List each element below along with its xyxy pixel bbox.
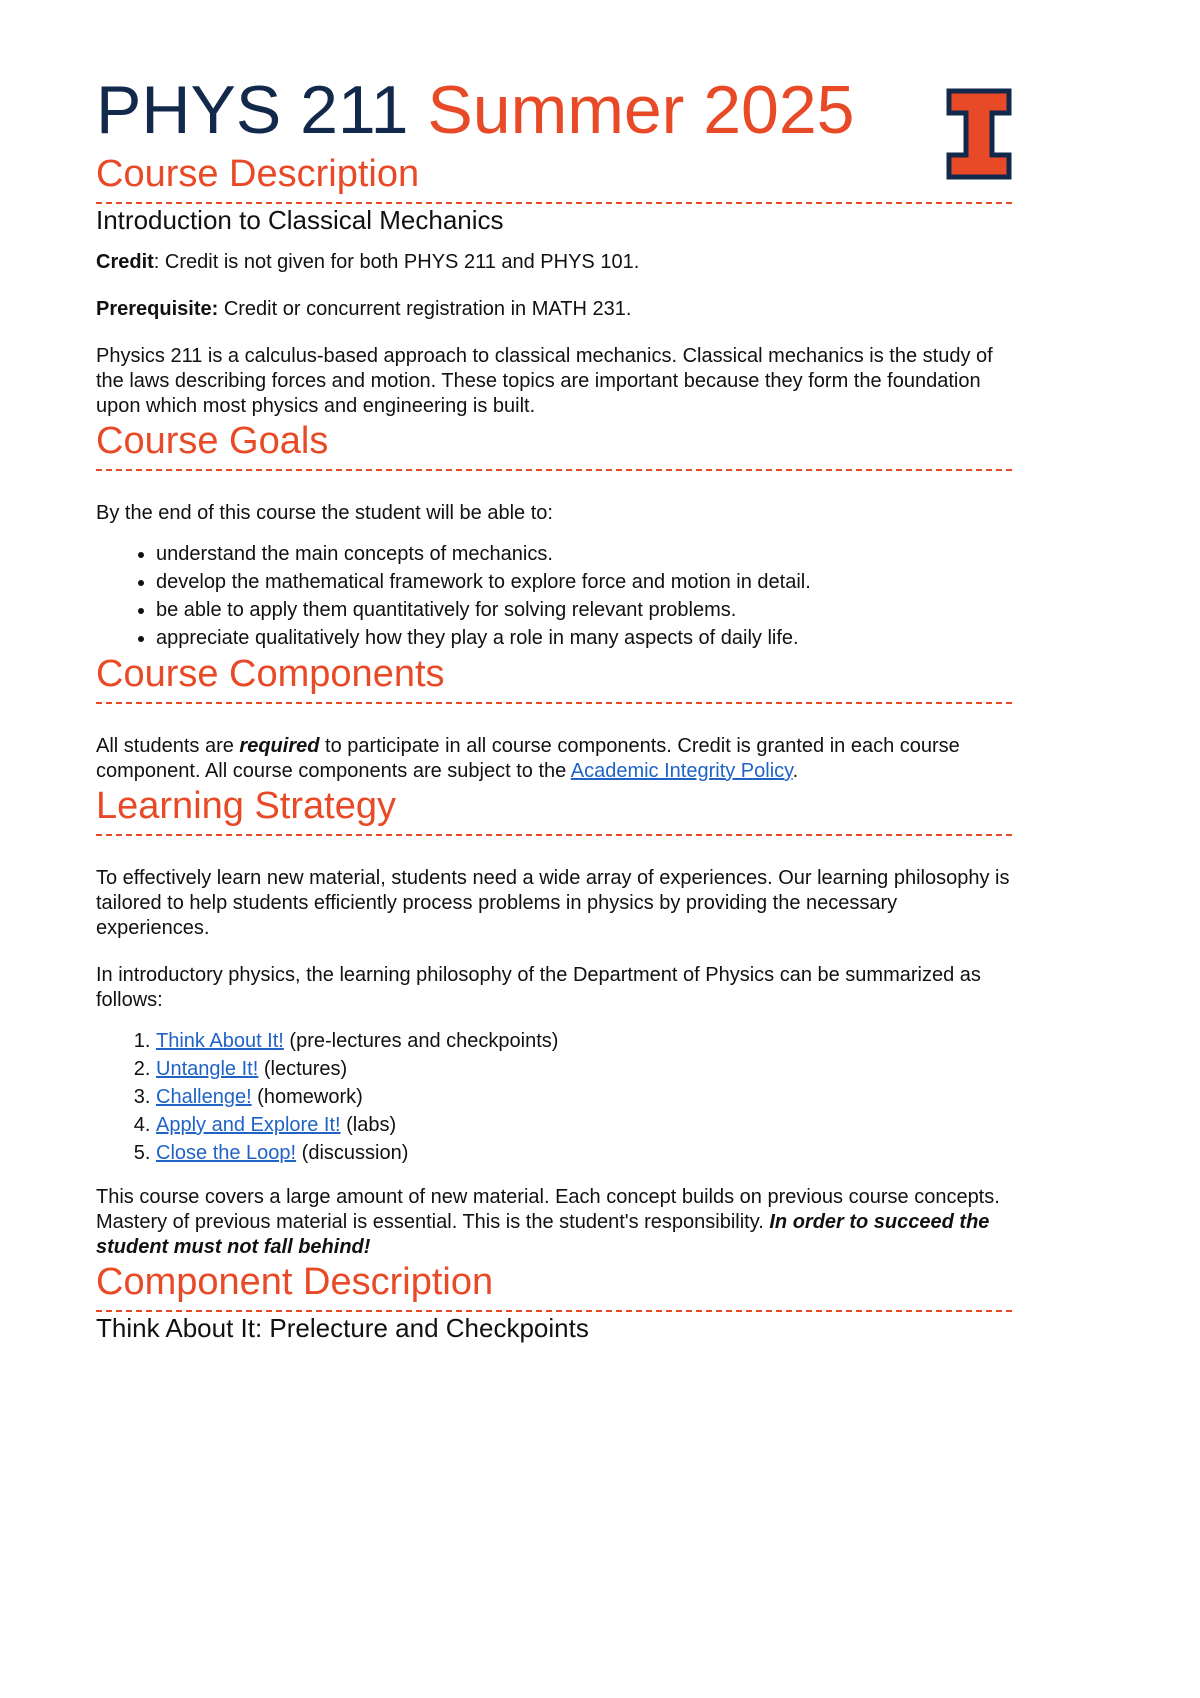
list-item: • develop the mathematical framework to explore force and motion in detail. — [156, 568, 1012, 596]
page-title — [96, 70, 1012, 150]
course-term: Summer 2025 — [427, 72, 855, 148]
list-item-note: (pre-lectures and checkpoints) — [283, 1030, 559, 1052]
untangle-it-link[interactable]: Untangle It! — [156, 1058, 259, 1080]
list-item — [156, 1139, 1012, 1167]
academic-integrity-policy-link[interactable]: Academic Integrity Policy — [570, 760, 793, 782]
list-item: • appreciate qualitatively how they play a role in many aspects of daily life. — [156, 624, 1012, 652]
components-text: to participate in all course components. Credit is granted in each course component. All course components are subject to the — [96, 735, 960, 782]
credit-line — [96, 250, 1012, 275]
strategy-paragraph-2: In introductory physics, the learning philosophy of the Department of Physics can be summarized as follows: — [96, 964, 981, 1011]
block-i-logo-icon — [946, 88, 1012, 180]
section-heading-course-goals: Course Goals — [96, 419, 1012, 471]
prerequisite-label: Prerequisite: — [96, 298, 219, 320]
section-heading-component-description: Component Description — [96, 1260, 1012, 1312]
course-description-body: Physics 211 is a calculus-based approach to classical mechanics. Classical mechanics is the study of the laws describing forces and motion. These topics are important because they form the foundation upon which most physics and engineering is built. — [96, 345, 993, 417]
syllabus-page — [96, 70, 1012, 1344]
list-item — [156, 1083, 1012, 1111]
course-subtitle: Introduction to Classical Mechanics — [96, 205, 504, 235]
prerequisite-text: Credit or concurrent registration in MATH 231. — [218, 298, 632, 320]
list-item-note: (discussion) — [296, 1142, 409, 1164]
list-item: • be able to apply them quantitatively for solving relevant problems. — [156, 596, 1012, 624]
think-about-it-link[interactable]: Think About It! — [156, 1030, 284, 1052]
list-item — [156, 1055, 1012, 1083]
strategy-paragraph-3 — [96, 1185, 1012, 1260]
title-row — [96, 70, 1012, 152]
prerequisite-line — [96, 297, 1012, 322]
required-emphasis: required — [239, 735, 320, 757]
list-item — [156, 1027, 1012, 1055]
list-item-note: (labs) — [340, 1114, 397, 1136]
section-heading-learning-strategy: Learning Strategy — [96, 784, 1012, 836]
apply-and-explore-it-link[interactable]: Apply and Explore It! — [156, 1114, 341, 1136]
goals-list — [96, 540, 1012, 652]
close-the-loop-link[interactable]: Close the Loop! — [156, 1142, 297, 1164]
strategy-paragraph-1: To effectively learn new material, students need a wide array of experiences. Our learning philosophy is tailored to help students efficiently process problems in physics by providing the necessary experiences. — [96, 867, 1010, 939]
section-heading-course-description: Course Description — [96, 152, 1012, 204]
strategy-paragraph-3-text: This course covers a large amount of new material. Each concept builds on previous course concepts. Mastery of previous material is essential. This is the student's responsibility. — [96, 1186, 1000, 1233]
list-item-note: (lectures) — [258, 1058, 348, 1080]
goals-intro: By the end of this course the student will be able to: — [96, 502, 553, 524]
credit-label: Credit — [96, 251, 154, 273]
section-heading-course-components: Course Components — [96, 652, 1012, 704]
course-code: PHYS 211 — [96, 72, 409, 148]
components-text: All students are — [96, 735, 240, 757]
strategy-emphasis: In order to succeed the student must not fall behind! — [96, 1211, 990, 1258]
list-item — [156, 1111, 1012, 1139]
strategy-list — [96, 1027, 1012, 1167]
components-body — [96, 734, 1012, 784]
challenge-link[interactable]: Challenge! — [156, 1086, 252, 1108]
credit-text: : Credit is not given for both PHYS 211 and PHYS 101. — [153, 251, 640, 273]
components-text: . — [792, 760, 799, 782]
component-subheading: Think About It: Prelecture and Checkpoints — [96, 1313, 589, 1343]
list-item: • understand the main concepts of mechanics. — [156, 540, 1012, 568]
list-item-note: (homework) — [251, 1086, 363, 1108]
